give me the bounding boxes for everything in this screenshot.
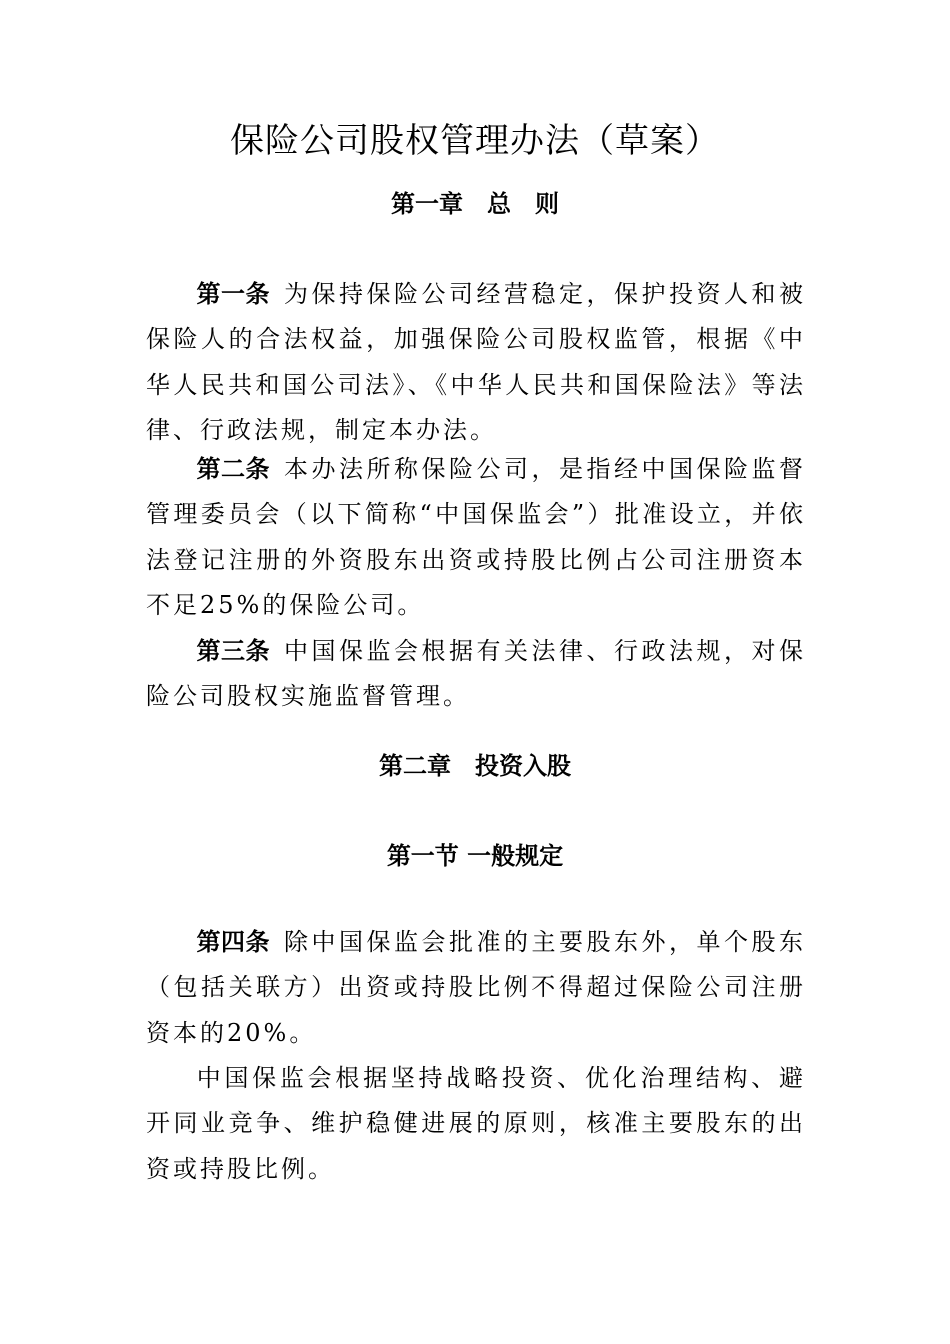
chapter-1-heading: 第一章 总 则 <box>391 190 559 218</box>
article-2 <box>146 447 806 628</box>
article-4 <box>146 920 806 1056</box>
article-1-text: 为保持保险公司经营稳定，保护投资人和被保险人的合法权益，加强保险公司股权监管，根据《中华人民共和国公司法》、《中华人民共和国保险法》等法律、行政法规，制定本办法。 <box>146 280 806 444</box>
article-3-label: 第三条 <box>196 637 270 665</box>
article-2-text: 本办法所称保险公司，是指经中国保险监督管理委员会（以下简称“中国保监会”）批准设立，并依法登记注册的外资股东出资或持股比例占公司注册资本不足25%的保险公司。 <box>146 455 806 619</box>
article-4-text: 除中国保监会批准的主要股东外，单个股东（包括关联方）出资或持股比例不得超过保险公司注册资本的20%。 <box>146 928 806 1047</box>
article-1-label: 第一条 <box>196 280 270 308</box>
section-1-heading: 第一节 一般规定 <box>386 842 564 870</box>
article-3-text: 中国保监会根据有关法律、行政法规，对保险公司股权实施监督管理。 <box>146 637 806 711</box>
article-4-paragraph-2 <box>146 1056 806 1192</box>
article-4-label: 第四条 <box>196 928 270 956</box>
article-1 <box>146 272 806 453</box>
document-title: 保险公司股权管理办法（草案） <box>230 121 720 161</box>
article-3 <box>146 629 806 720</box>
article-2-label: 第二条 <box>196 455 270 483</box>
article-4-paragraph-2-text: 中国保监会根据坚持战略投资、优化治理结构、避开同业竞争、维护稳健进展的原则，核准主要股东的出资或持股比例。 <box>146 1064 806 1183</box>
chapter-2-heading: 第二章 投资入股 <box>379 752 571 780</box>
